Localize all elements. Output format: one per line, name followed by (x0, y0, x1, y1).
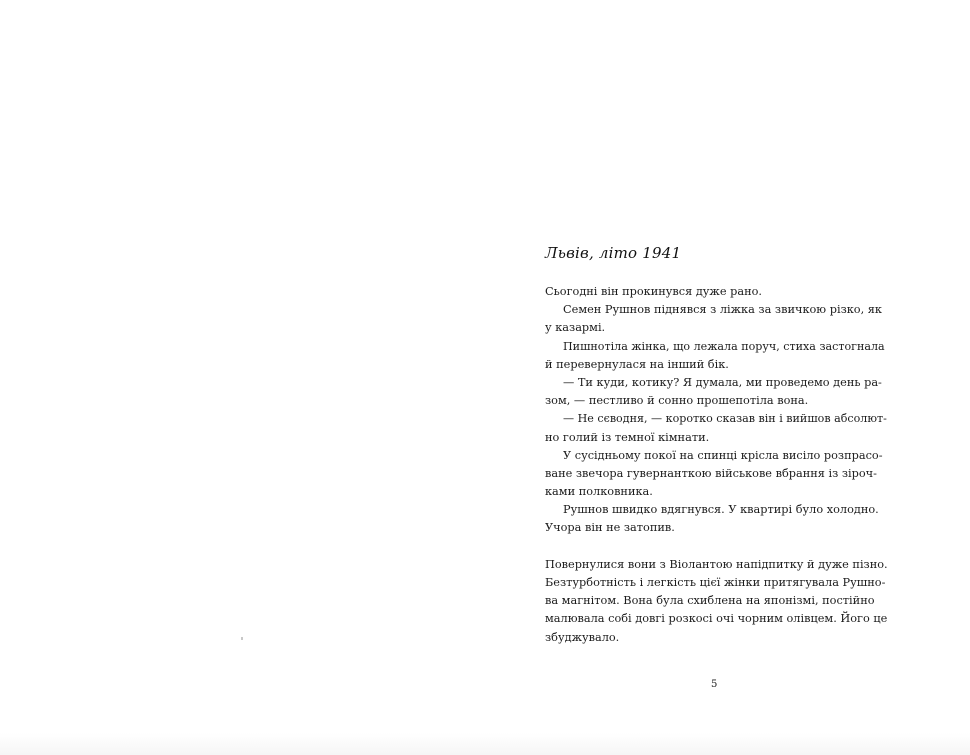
text-line: У сусідньому покої на спинці крісла висіло розпрасо- (563, 448, 883, 462)
text-line: но голий із темної кімнати. (545, 430, 710, 444)
text-line: Пишнотіла жінка, що лежала поруч, стиха застогнала (563, 339, 885, 353)
text-line: Учора він не затопив. (545, 521, 675, 535)
chapter-heading: Львів, літо 1941 (545, 244, 682, 262)
text-line: у казармі. (545, 321, 606, 335)
text-line: Семен Рушнов піднявся з ліжка за звичкою різко, як (563, 303, 882, 317)
text-line: ками полковника. (545, 485, 653, 499)
text-line: — Ти куди, котику? Я думала, ми проведемо день ра- (563, 375, 882, 389)
stray-mark (241, 637, 243, 640)
text-line: Сьогодні він прокинувся дуже рано. (545, 285, 762, 298)
text-line: зом, — пестливо й сонно прошепотіла вона. (545, 394, 809, 408)
text-line: й перевернулася на інший бік. (545, 357, 729, 371)
text-line: малювала собі довгі розкосі очі чорним олівцем. Його це (545, 612, 888, 626)
text-line: Повернулися вони з Віолантою напідпитку й дуже пізно. (545, 557, 888, 571)
paragraph-gap (545, 538, 890, 556)
text-line: Безтурботність і легкість цієї жінки притягувала Рушно- (545, 576, 886, 589)
text-line: ва магнітом. Вона була схиблена на японізмі, постійно (545, 594, 875, 608)
text-line: — Не сєводня, — коротко сказав він і вийшов абсолют- (563, 412, 887, 426)
text-line: збуджувало. (545, 630, 620, 644)
bottom-edge-shadow (0, 733, 970, 755)
text-line: Рушнов швидко вдягнувся. У квартирі було холодно. (563, 503, 879, 517)
page-number: 5 (711, 679, 718, 690)
text-line: ване звечора гувернанткою військове вбрання із зіроч- (545, 466, 877, 480)
body-text (545, 283, 890, 647)
